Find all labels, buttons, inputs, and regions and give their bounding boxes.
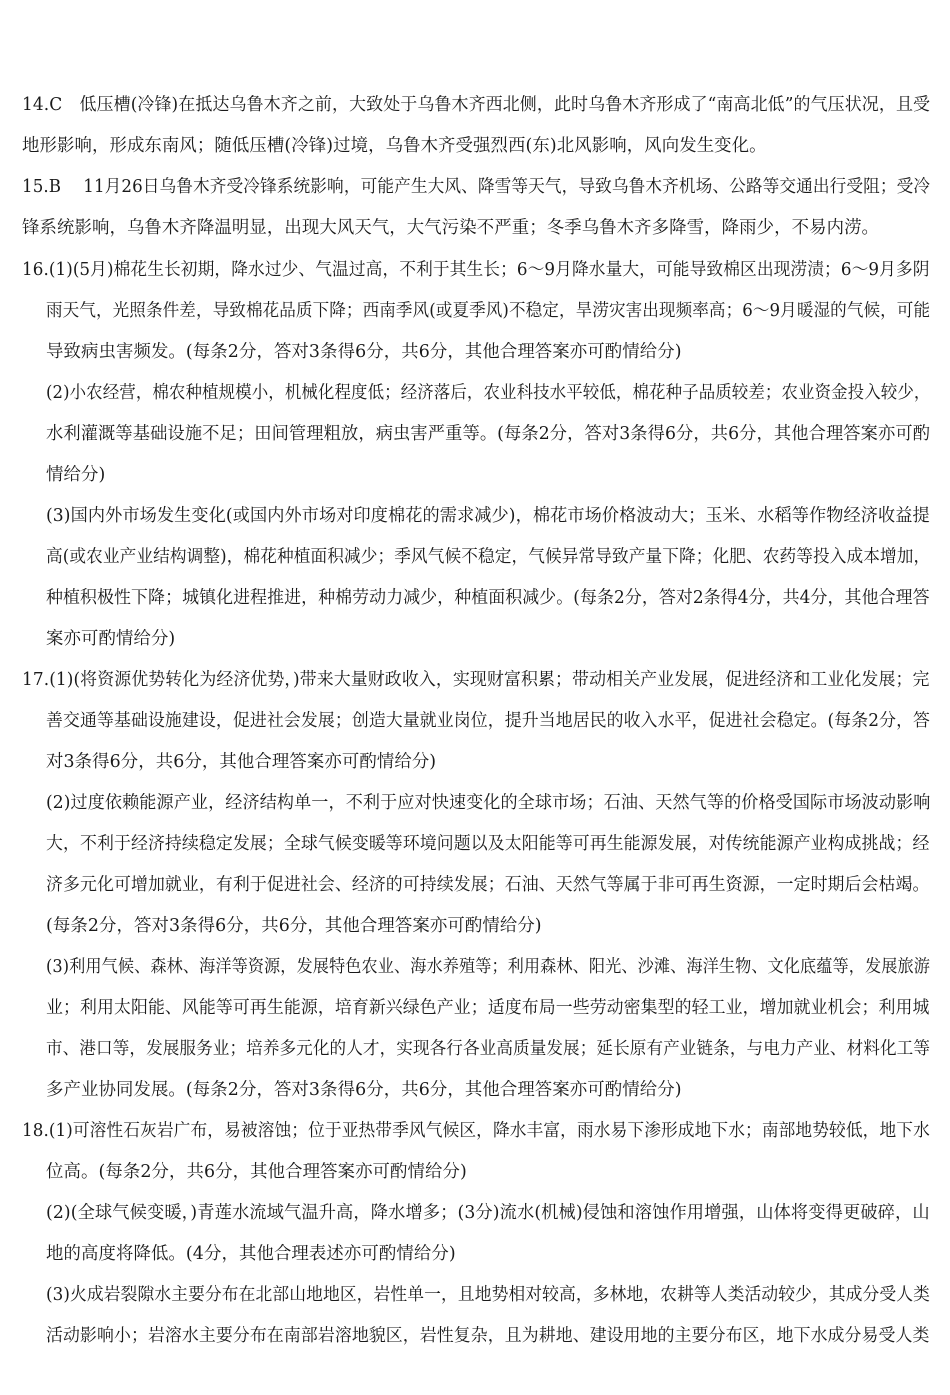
q16-3-line-4: 案亦可酌情给分) bbox=[46, 629, 176, 649]
q16-1-line-2: 雨天气，光照条件差，导致棉花品质下降；西南季风(或夏季风)不稳定，旱涝灾害出现频率高；6～9月暖湿的气候，可能 bbox=[46, 301, 931, 321]
q16-3-line-3: 种植积极性下降；城镇化进程推进，种棉劳动力减少，种植面积减少。(每条2分，答对2条得4分，共4分，其他合理答 bbox=[46, 588, 930, 608]
q17-2-line-3: 济多元化可增加就业，有利于促进社会、经济的可持续发展；石油、天然气等属于非可再生资源，一定时期后会枯竭。 bbox=[46, 875, 930, 895]
q17-2-line-4: (每条2分，答对3条得6分，共6分，其他合理答案亦可酌情给分) bbox=[46, 916, 542, 936]
q17-3-line-1: (3)利用气候、森林、海洋等资源，发展特色农业、海水养殖等；利用森林、阳光、沙滩、海洋生物、文化底蕴等，发展旅游 bbox=[46, 957, 930, 977]
q14-line-1: 14.C 低压槽(冷锋)在抵达乌鲁木齐之前，大致处于乌鲁木齐西北侧，此时乌鲁木齐形成了“南高北低”的气压状况，且受 bbox=[22, 95, 931, 115]
q15-line-2: 锋系统影响，乌鲁木齐降温明显，出现大风天气，大气污染不严重；冬季乌鲁木齐多降雪，降雨少，不易内涝。 bbox=[22, 218, 880, 238]
q18-3-line-1: (3)火成岩裂隙水主要分布在北部山地地区，岩性单一，且地势相对较高，多林地，农耕等人类活动较少，其成分受人类 bbox=[46, 1285, 930, 1305]
q17-1-line-3: 对3条得6分，共6分，其他合理答案亦可酌情给分) bbox=[46, 752, 437, 772]
q15-line-1: 15.B 11月26日乌鲁木齐受冷锋系统影响，可能产生大风、降雪等天气，导致乌鲁木齐机场、公路等交通出行受阻；受冷 bbox=[22, 177, 931, 197]
q17-1-line-2: 善交通等基础设施建设，促进社会发展；创造大量就业岗位，提升当地居民的收入水平，促进社会稳定。(每条2分，答 bbox=[46, 711, 931, 731]
q16-2-line-2: 水利灌溉等基础设施不足；田间管理粗放，病虫害严重等。(每条2分，答对3条得6分，共6分，其他合理答案亦可酌 bbox=[46, 424, 931, 444]
q16-1-line-1: 16.(1)(5月)棉花生长初期，降水过少、气温过高，不利于其生长；6～9月降水量大，可能导致棉区出现涝渍；6～9月多阴 bbox=[22, 260, 930, 280]
q17-3-line-3: 市、港口等，发展服务业；培养多元化的人才，实现各行各业高质量发展；延长原有产业链条，与电力产业、材料化工等 bbox=[46, 1039, 931, 1059]
q16-2-line-1: (2)小农经营，棉农种植规模小，机械化程度低；经济落后，农业科技水平较低，棉花种子品质较差；农业资金投入较少， bbox=[46, 383, 931, 403]
q16-3-line-2: 高(或农业产业结构调整)，棉花种植面积减少；季风气候不稳定，气候异常导致产量下降；化肥、农药等投入成本增加， bbox=[46, 547, 931, 567]
q17-1-line-1: 17.(1)(将资源优势转化为经济优势，)带来大量财政收入，实现财富积累；带动相关产业发展，促进经济和工业化发展；完 bbox=[22, 670, 930, 690]
q17-3-line-2: 业；利用太阳能、风能等可再生能源，培育新兴绿色产业；适度布局一些劳动密集型的轻工业，增加就业机会；利用城 bbox=[46, 998, 930, 1018]
q17-2-line-1: (2)过度依赖能源产业，经济结构单一，不利于应对快速变化的全球市场；石油、天然气等的价格受国际市场波动影响 bbox=[46, 793, 931, 813]
q18-2-line-1: (2)(全球气候变暖，)青莲水流域气温升高，降水增多；(3分)流水(机械)侵蚀和溶蚀作用增强，山体将变得更破碎，山 bbox=[46, 1203, 930, 1223]
q14-line-2: 地形影响，形成东南风；随低压槽(冷锋)过境，乌鲁木齐受强烈西(东)北风影响，风向发生变化。 bbox=[22, 136, 767, 156]
q18-3-line-2: 活动影响小；岩溶水主要分布在南部岩溶地貌区，岩性复杂，且为耕地、建设用地的主要分布区，地下水成分易受人类 bbox=[46, 1326, 930, 1346]
q16-1-line-3: 导致病虫害频发。(每条2分，答对3条得6分，共6分，其他合理答案亦可酌情给分) bbox=[46, 342, 682, 362]
q16-2-line-3: 情给分) bbox=[46, 465, 106, 485]
q18-1-line-2: 位高。(每条2分，共6分，其他合理答案亦可酌情给分) bbox=[46, 1162, 467, 1182]
q18-2-line-2: 地的高度将降低。(4分，其他合理表述亦可酌情给分) bbox=[46, 1244, 456, 1264]
q17-2-line-2: 大，不利于经济持续稳定发展；全球气候变暖等环境问题以及太阳能等可再生能源发展，对传统能源产业构成挑战；经 bbox=[46, 834, 930, 854]
q18-1-line-1: 18.(1)可溶性石灰岩广布，易被溶蚀；位于亚热带季风气候区，降水丰富，雨水易下渗形成地下水；南部地势较低，地下水 bbox=[22, 1121, 930, 1141]
q16-3-line-1: (3)国内外市场发生变化(或国内外市场对印度棉花的需求减少)，棉花市场价格波动大；玉米、水稻等作物经济收益提 bbox=[46, 506, 930, 526]
q17-3-line-4: 多产业协同发展。(每条2分，答对3条得6分，共6分，其他合理答案亦可酌情给分) bbox=[46, 1080, 682, 1100]
